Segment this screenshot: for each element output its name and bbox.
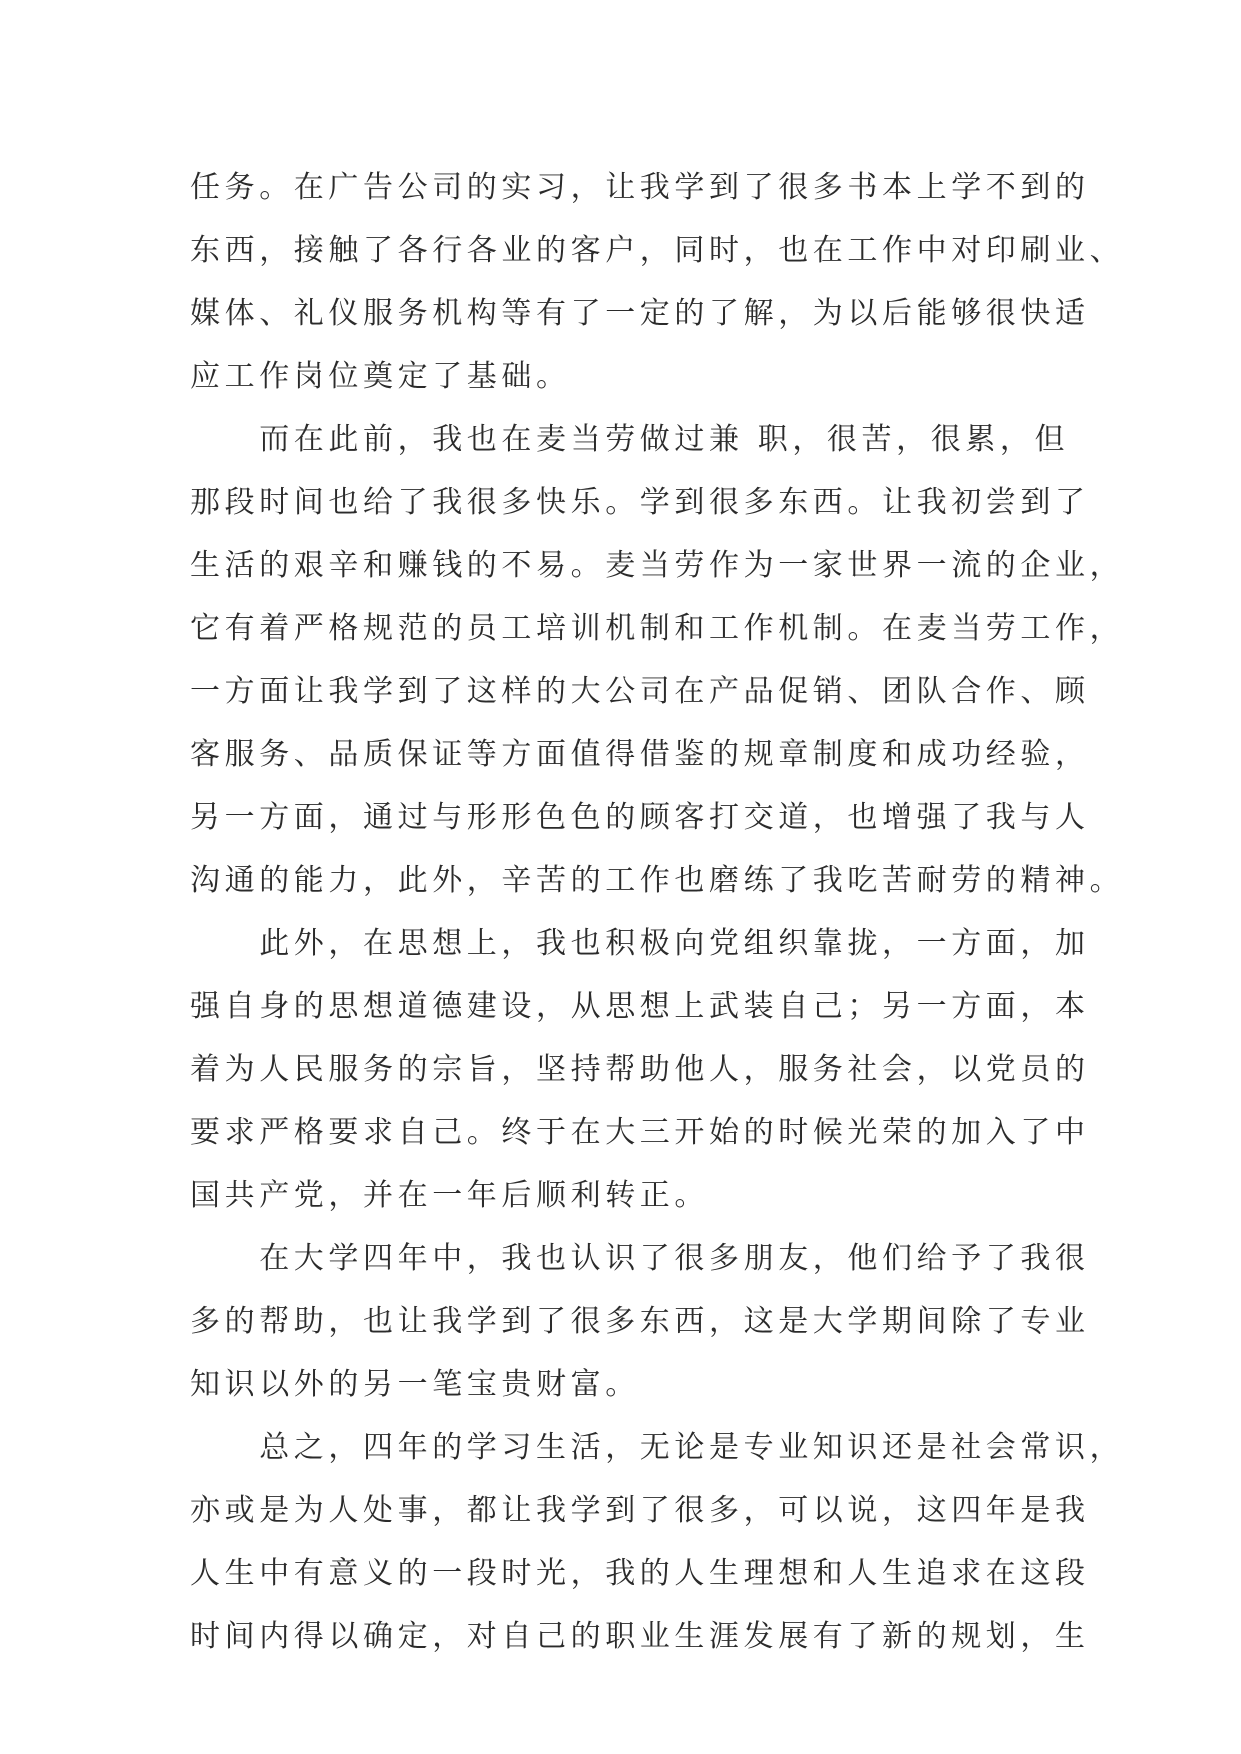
text-line: 媒体、礼仪服务机构等有了一定的了解，为以后能够很快适 bbox=[190, 296, 1090, 331]
text-line: 此外，在思想上，我也积极向党组织靠拢，一方面，加 bbox=[190, 926, 1090, 961]
text-line: 沟通的能力，此外，辛苦的工作也磨练了我吃苦耐劳的精神。 bbox=[190, 863, 1125, 898]
text-line: 时间内得以确定，对自己的职业生涯发展有了新的规划，生 bbox=[190, 1619, 1090, 1654]
text-line: 另一方面，通过与形形色色的顾客打交道，也增强了我与人 bbox=[190, 800, 1090, 835]
text-line: 它有着严格规范的员工培训机制和工作机制。在麦当劳工作， bbox=[190, 611, 1125, 646]
text-line: 要求严格要求自己。终于在大三开始的时候光荣的加入了中 bbox=[190, 1115, 1090, 1150]
text-line: 总之，四年的学习生活，无论是专业知识还是社会常识， bbox=[190, 1430, 1125, 1465]
text-line: 客服务、品质保证等方面值得借鉴的规章制度和成功经验， bbox=[190, 737, 1090, 772]
text-line: 而在此前，我也在麦当劳做过兼 职，很苦，很累，但 bbox=[190, 422, 1070, 457]
text-line: 应工作岗位奠定了基础。 bbox=[190, 359, 571, 394]
text-line: 一方面让我学到了这样的大公司在产品促销、团队合作、顾 bbox=[190, 674, 1090, 709]
text-line: 着为人民服务的宗旨，坚持帮助他人，服务社会，以党员的 bbox=[190, 1052, 1090, 1087]
text-line: 多的帮助，也让我学到了很多东西，这是大学期间除了专业 bbox=[190, 1304, 1090, 1339]
text-line: 亦或是为人处事，都让我学到了很多，可以说，这四年是我 bbox=[190, 1493, 1090, 1528]
text-line: 强自身的思想道德建设，从思想上武装自己；另一方面，本 bbox=[190, 989, 1090, 1024]
text-line: 在大学四年中，我也认识了很多朋友，他们给予了我很 bbox=[190, 1241, 1090, 1276]
text-line: 知识以外的另一笔宝贵财富。 bbox=[190, 1367, 640, 1402]
document-body bbox=[190, 156, 1125, 1668]
text-line: 国共产党，并在一年后顺利转正。 bbox=[190, 1178, 709, 1213]
text-line: 生活的艰辛和赚钱的不易。麦当劳作为一家世界一流的企业， bbox=[190, 548, 1125, 583]
text-line: 那段时间也给了我很多快乐。学到很多东西。让我初尝到了 bbox=[190, 485, 1090, 520]
text-line: 人生中有意义的一段时光，我的人生理想和人生追求在这段 bbox=[190, 1556, 1090, 1591]
text-line: 任务。在广告公司的实习，让我学到了很多书本上学不到的 bbox=[190, 170, 1090, 205]
text-line: 东西，接触了各行各业的客户，同时，也在工作中对印刷业、 bbox=[190, 233, 1125, 268]
